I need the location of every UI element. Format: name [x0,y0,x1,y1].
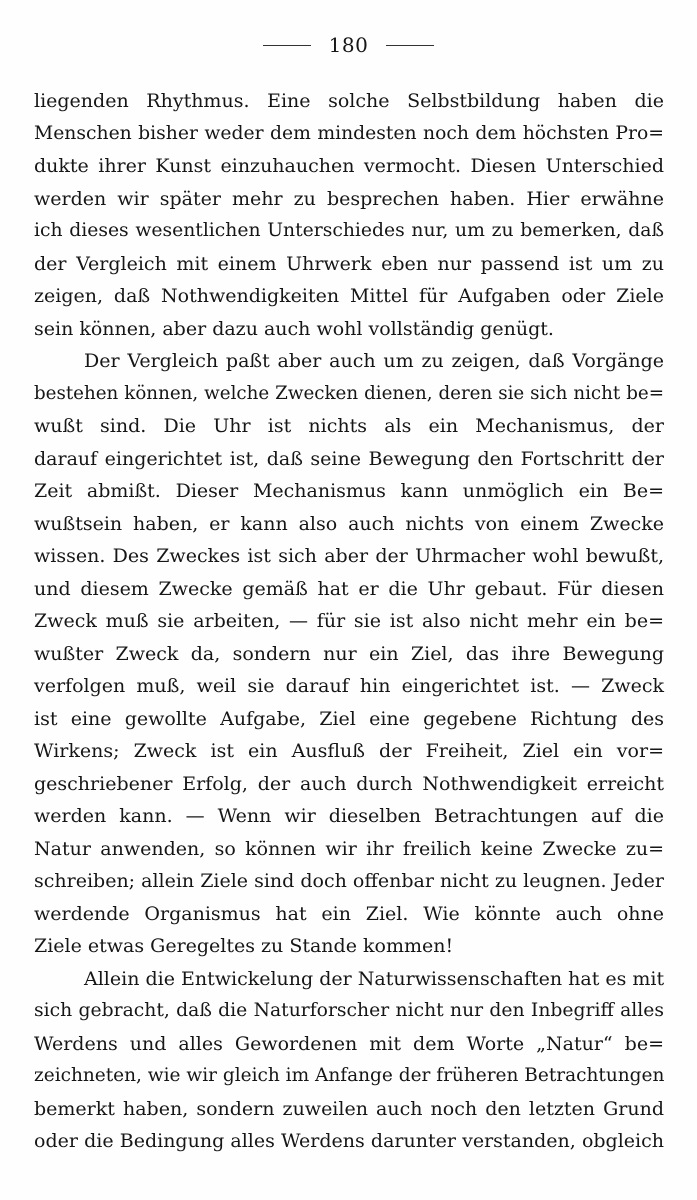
text-line: und diesem Zwecke gemäß hat er die Uhr gebaut. Für diesen [34,577,664,600]
body-text [34,85,664,1158]
page-header [0,30,697,60]
text-line: Zweck muß sie arbeiten, — für sie ist also nicht mehr ein be= [34,610,664,632]
text-line: schreiben; allein Ziele sind doch offenbar nicht zu leugnen. Jeder [34,870,664,892]
text-line: werden wir später mehr zu besprechen haben. Hier erwähne [34,187,664,210]
text-line: bemerkt haben, sondern zuweilen auch noch den letzten Grund [34,1097,664,1120]
text-line: wußter Zweck da, sondern nur ein Ziel, das ihre Bewegung [34,642,664,665]
text-line: zeigen, daß Nothwendigkeiten Mittel für Aufgaben oder Ziele [34,285,664,307]
text-line: ich dieses wesentlichen Unterschiedes nur, um zu bemerken, daß [34,220,664,241]
text-line: oder die Bedingung alles Werdens darunter verstanden, obgleich [34,1130,664,1152]
text-line: wußt sind. Die Uhr ist nichts als ein Mechanismus, der [34,415,664,437]
text-line: Werdens und alles Gewordenen mit dem Worte „Natur“ be= [34,1032,664,1055]
text-line: Allein die Entwickelung der Naturwissenschaften hat es mit [84,967,665,990]
text-line: Wirkens; Zweck ist ein Ausfluß der Freiheit, Ziel ein vor= [34,740,664,762]
text-line: sein können, aber dazu auch wohl vollständig genügt. [34,317,554,340]
text-line: dukte ihrer Kunst einzuhauchen vermocht. Diesen Unterschied [34,155,664,177]
page-number: 180 [328,33,369,57]
text-line: verfolgen muß, weil sie darauf hin eingerichtet ist. — Zweck [34,675,664,697]
text-line: werden kann. — Wenn wir dieselben Betrachtungen auf die [34,805,664,827]
text-line: bestehen können, welche Zwecken dienen, deren sie sich nicht be= [34,382,664,404]
text-line: liegenden Rhythmus. Eine solche Selbstbildung haben die [34,90,664,112]
text-line: wußtsein haben, er kann also auch nichts von einem Zwecke [34,512,664,535]
text-line: sich gebracht, daß die Naturforscher nicht nur den Inbegriff alles [34,1000,664,1021]
text-line: werdende Organismus hat ein Ziel. Wie könnte auch ohne [34,902,664,925]
header-rule-right [386,45,434,46]
text-line: der Vergleich mit einem Uhrwerk eben nur passend ist um zu [34,252,664,275]
text-line: Zeit abmißt. Dieser Mechanismus kann unmöglich ein Be= [34,480,664,502]
text-line: ist eine gewollte Aufgabe, Ziel eine gegebene Richtung des [34,707,664,730]
text-line: Der Vergleich paßt aber auch um zu zeigen, daß Vorgänge [84,350,664,372]
header-rule-left [263,45,311,46]
text-line: Natur anwenden, so können wir ihr freilich keine Zwecke zu= [34,837,664,860]
text-line: geschriebener Erfolg, der auch durch Nothwendigkeit erreicht [34,772,664,795]
text-line: wissen. Des Zweckes ist sich aber der Uhrmacher wohl bewußt, [34,545,664,567]
text-line: zeichneten, wie wir gleich im Anfange der früheren Betrachtungen [34,1065,665,1086]
text-line: darauf eingerichtet ist, daß seine Bewegung den Fortschritt der [34,447,664,470]
text-line: Ziele etwas Geregeltes zu Stande kommen! [34,935,454,957]
text-line: Menschen bisher weder dem mindesten noch dem höchsten Pro= [34,122,664,144]
